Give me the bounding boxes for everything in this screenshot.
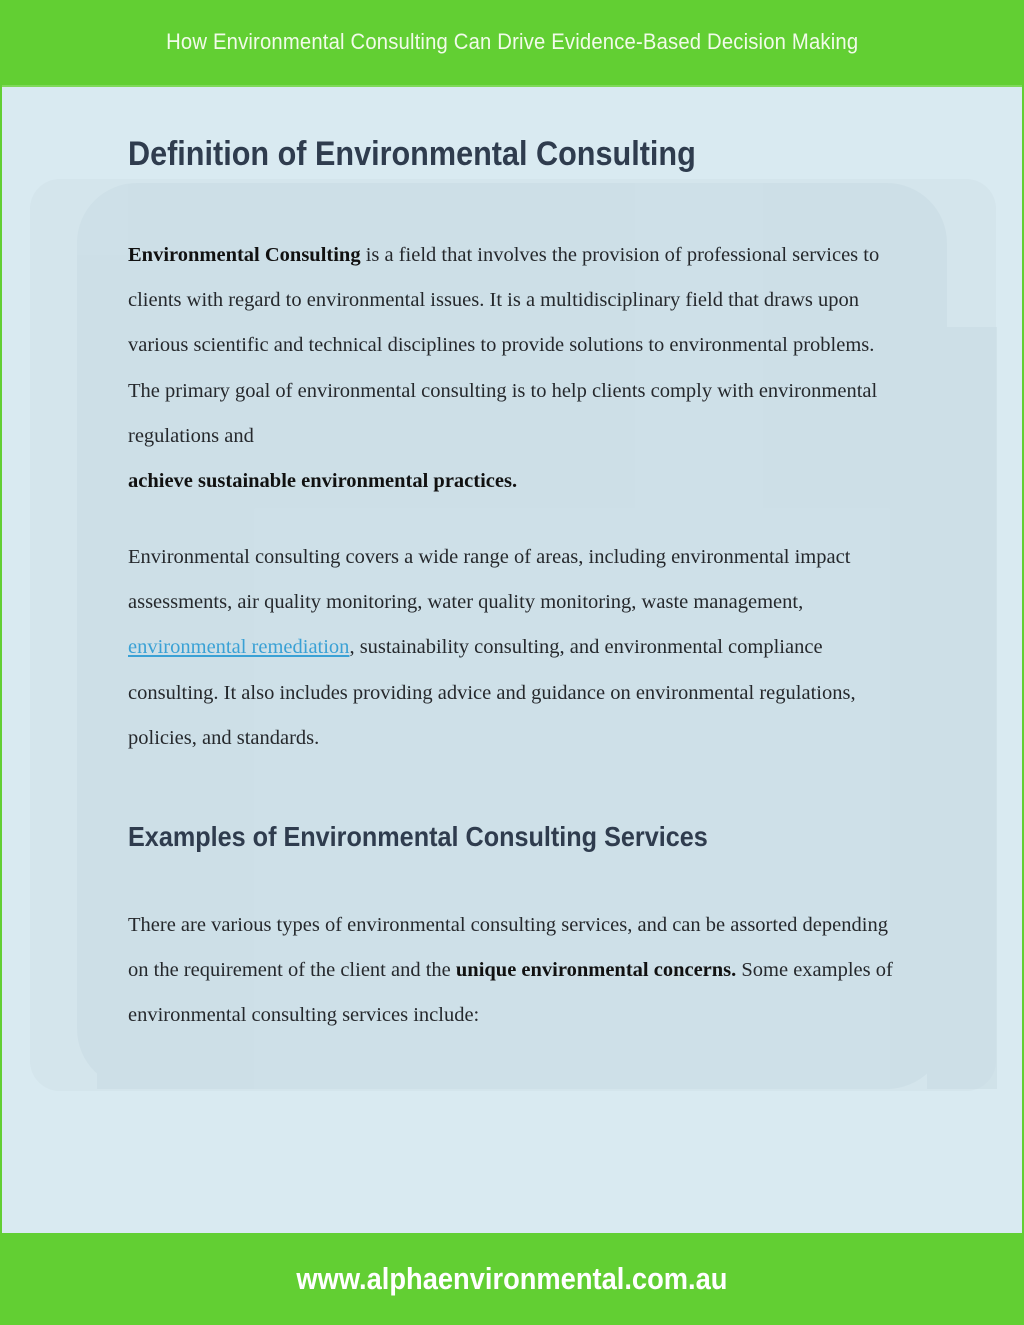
bold-phrase: unique environmental concerns. [455, 959, 737, 982]
section-heading-definition: Definition of Environmental Consulting [128, 135, 696, 173]
website-url[interactable]: www.alphaenvironmental.com.au [296, 1261, 728, 1296]
section-heading-examples: Examples of Environmental Consulting Services [128, 821, 708, 852]
paragraph-examples: There are various types of environmental consulting services, and can be assorted depending on the requirement of the client and the unique environmental concerns. Some examples of environmental consulting services include: [128, 914, 893, 1027]
bold-term: Environmental Consulting [128, 244, 361, 266]
paragraph-definition: Environmental Consulting is a field that involves the provision of professional services to clients with regard to environmental issues. It is a multidisciplinary field that draws upon various scientific and technical disciplines to provide solutions to environmental problems. The primary goal of environmental consulting is to help clients comply with environmental regulations and achieve sustainable environmental practices. [128, 244, 880, 493]
footer-bar [0, 1233, 1024, 1325]
content-panel [2, 85, 1022, 1235]
header-bar [0, 0, 1024, 84]
paragraph-areas: Environmental consulting covers a wide range of areas, including environmental impact assessments, air quality monitoring, water quality monitoring, waste management, environmental remediation, sustainability consulting, and environmental compliance consulting. It also includes providing advice and guidance on environmental regulations, policies, and standards. [128, 546, 856, 749]
bold-phrase: achieve sustainable environmental practices. [128, 470, 518, 493]
document-title: How Environmental Consulting Can Drive Evidence-Based Decision Making [165, 29, 859, 54]
environmental-remediation-link[interactable]: environmental remediation [128, 636, 350, 659]
